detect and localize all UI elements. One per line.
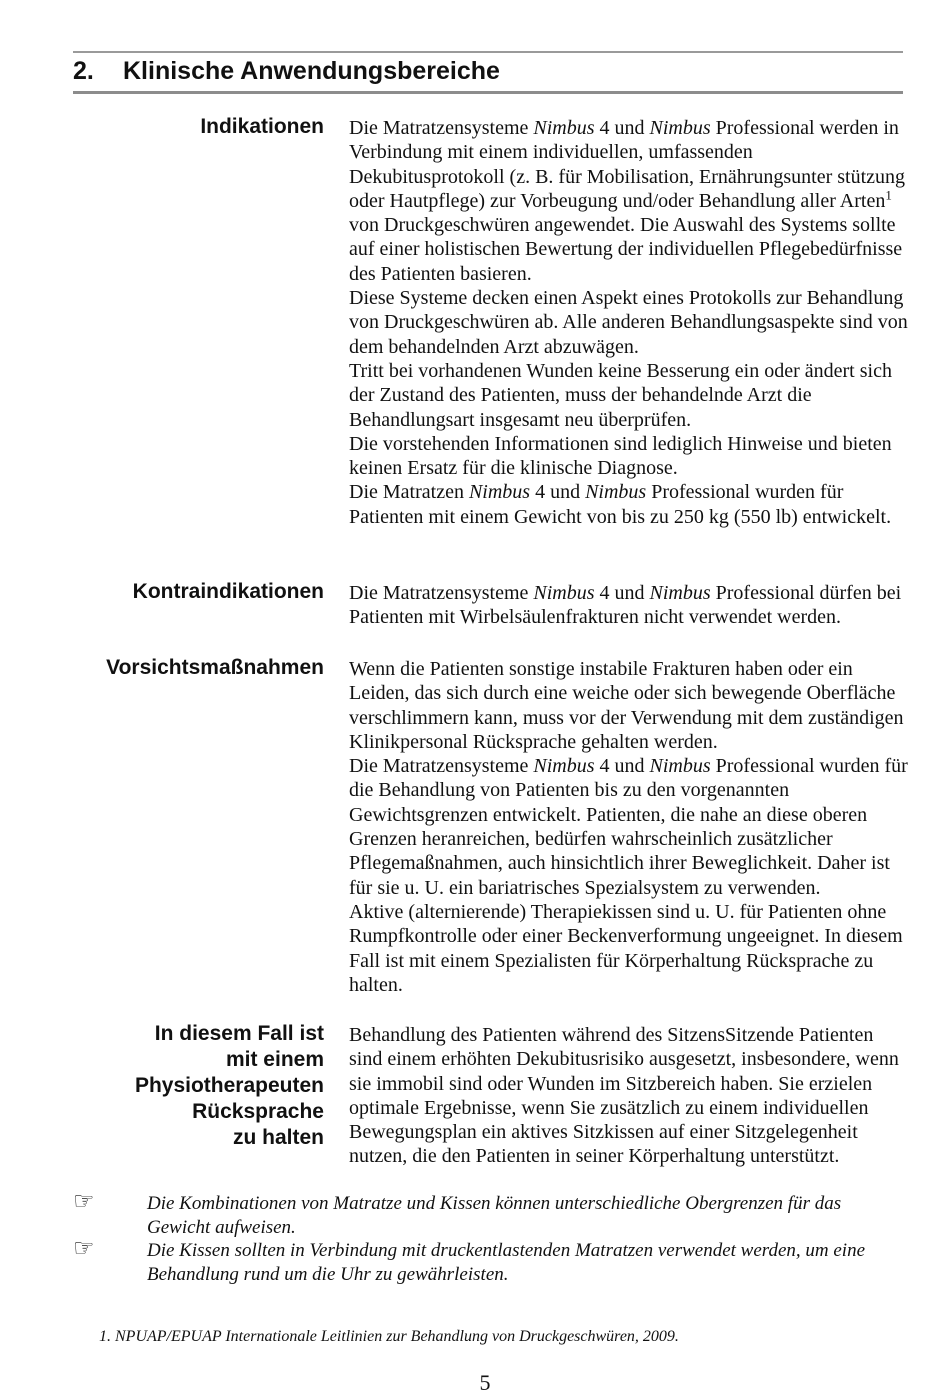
indications-paragraph: Die vorstehenden Informationen sind lediglich Hinweise und bieten keinen Ersatz für die klinische Diagnose. xyxy=(349,432,892,480)
indications-paragraph: Die Matratzen Nimbus 4 und Nimbus Professional wurden für Patienten mit einem Gewicht von bis zu 250 kg (550 lb) entwickelt. xyxy=(349,481,892,528)
section-title: Klinische Anwendungsbereiche xyxy=(123,57,500,85)
section-number: 2. xyxy=(73,57,94,85)
physio-paragraph: Behandlung des Patienten während des SitzensSitzende Patienten sind einem erhöhten Dekubitusrisiko ausgesetzt, insbesondere, wenn sie immobil sind oder Wunden im Sitzbereich haben. Sie erzielen optimale Ergebnisse, wenn Sie zusätzlich zu einem individuellen Bewegungsplan ein aktives Sitzkissen auf einer Sitzgelegenheit nutzen, die den Patienten in seiner Körperhaltung unterstützt. xyxy=(349,1024,899,1168)
contraindications-body xyxy=(349,581,909,630)
physio-label: In diesem Fall ist mit einem Physiotherapeuten Rücksprache zu halten xyxy=(134,1022,324,1149)
indications-body xyxy=(349,116,909,529)
contraindications-paragraph: Die Matratzensysteme Nimbus 4 und Nimbus Professional dürfen bei Patienten mit Wirbelsäulenfrakturen nicht verwendet werden. xyxy=(349,582,902,629)
precautions-body xyxy=(349,657,909,997)
page-number: 5 xyxy=(479,1370,491,1395)
pointing-hand-icon: ☞ xyxy=(73,1187,95,1215)
physio-body xyxy=(349,1023,909,1169)
header-rule-top xyxy=(73,51,903,53)
indications-paragraph: Tritt bei vorhandenen Wunden keine Besserung ein oder ändert sich der Zustand des Patienten, muss der behandelnde Arzt die Behandlungsart insgesamt neu überprüfen. xyxy=(349,359,892,431)
pointing-hand-icon: ☞ xyxy=(73,1234,95,1262)
note-text: Die Kombinationen von Matratze und Kissen können unterschiedliche Obergrenzen für das Gewicht aufweisen. xyxy=(147,1193,842,1238)
footnote: 1. NPUAP/EPUAP Internationale Leitlinien zur Behandlung von Druckgeschwüren, 2009. xyxy=(99,1328,679,1345)
section-heading xyxy=(73,55,500,87)
indications-label: Indikationen xyxy=(200,115,324,138)
precautions-paragraph: Wenn die Patienten sonstige instabile Frakturen haben oder ein Leiden, das sich durch eine weiche oder sich bewegende Oberfläche verschlimmern kann, muss vor der Verwendung mit dem zuständigen Klinikpersonal Rücksprache gehalten werden. xyxy=(349,658,904,753)
header-rule-bottom xyxy=(73,91,903,94)
indications-paragraph: Diese Systeme decken einen Aspekt eines Protokolls zur Behandlung von Druckgeschwüren ab. Alle anderen Behandlungsaspekte sind von dem behandelnden Arzt abzuwägen. xyxy=(349,287,908,358)
indications-paragraph: Die Matratzensysteme Nimbus 4 und Nimbus Professional werden in Verbindung mit einem individuellen, umfassenden Dekubitusprotokoll (z. B. für Mobilisation, Ernährungsunter stützung oder Hautpflege) zur Vorbeugung und/oder Behandlung aller Arten$^1$ von Druckgeschwüren angewendet. Die Auswahl des Systems sollte auf einer holistischen Bewertung der individuellen Pflegebedürfnisse des Patienten basieren. xyxy=(349,117,906,285)
note-text: Die Kissen sollten in Verbindung mit druckentlastenden Matratzen verwendet werden, um eine Behandlung rund um die Uhr zu gewährleisten. xyxy=(147,1240,866,1285)
precautions-paragraph: Die Matratzensysteme Nimbus 4 und Nimbus Professional wurden für die Behandlung von Patienten bis zu den vorgenannten Gewichtsgrenzen entwickelt. Patienten, die nahe an diese oberen Grenzen heranreichen, bedürfen wahrscheinlich zusätzlicher Pflegemaßnahmen, auch hinsichtlich ihrer Beweglichkeit. Daher ist für sie u. U. ein bariatrisches Spezialsystem zu verwenden. xyxy=(349,755,908,899)
precautions-label: Vorsichtsmaßnahmen xyxy=(106,656,324,679)
precautions-paragraph: Aktive (alternierende) Therapiekissen sind u. U. für Patienten ohne Rumpfkontrolle oder einer Beckenverformung ungeeignet. In diesem Fall ist mit einem Spezialisten für Körperhaltung Rücksprache zu halten. xyxy=(349,900,903,996)
contraindications-label: Kontraindikationen xyxy=(132,580,324,603)
